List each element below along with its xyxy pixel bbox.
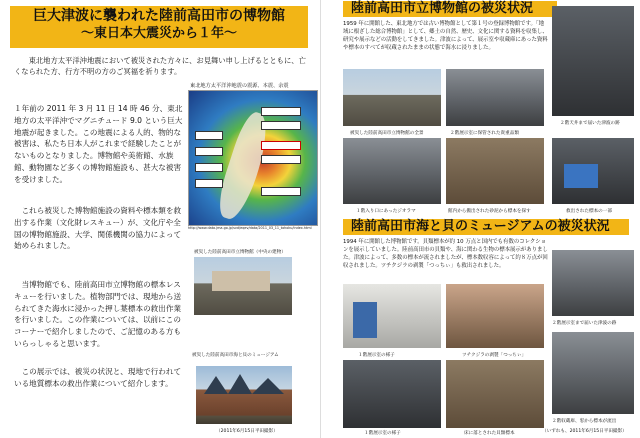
caption-4: １階入り口にあったジオラマ bbox=[356, 209, 416, 214]
caption-9: ２階展示室まで届いた津波の跡 bbox=[552, 321, 617, 326]
map-source: http://www.data.jma.go.jp/svd/eqev/data/2011_03_11_tohoku/index.html bbox=[188, 226, 312, 230]
map-label bbox=[261, 107, 301, 116]
caption-12: ２階収蔵庫、窓から標本が流出 bbox=[552, 419, 617, 424]
caption-10: １階展示室の様子 bbox=[364, 431, 401, 436]
photo-shell-specimens bbox=[446, 360, 544, 428]
damaged-building-photo bbox=[194, 257, 292, 315]
photo-1f-exhibit-room bbox=[343, 284, 441, 348]
main-subtitle: ～東日本大震災から１年～ bbox=[80, 25, 237, 41]
photo-2f-flood bbox=[552, 250, 634, 316]
photo-whale-specimen bbox=[446, 284, 544, 348]
photo-flood-marks bbox=[552, 6, 634, 116]
photo-museum-overview bbox=[343, 69, 441, 126]
museum-caption: 被災した陸前高田市海と貝のミュージアム bbox=[192, 353, 279, 358]
caption-6: 救出された標本の一部 bbox=[566, 209, 612, 214]
body-paragraph-2: これら被災した博物館施設の資料や標本類を救出する作業（文化財レスキュー）が、文化庁や全国の博物館施設、大学、関係機関の協力によって始められました。 bbox=[14, 206, 182, 251]
building-caption: 被災した陸前高田市立博物館（中央の建物） bbox=[194, 250, 286, 255]
caption-2: ２階展示室に保管された貴重品類 bbox=[450, 131, 519, 136]
map-label bbox=[261, 187, 301, 196]
intro-text: 東北地方太平洋沖地震において被災された方々に、お見舞い申し上げるとともに、亡くなられた方、行方不明の方のご冥福を祈ります。 bbox=[14, 56, 306, 77]
body-paragraph-1: １年前の 2011 年 3 月 11 日 14 時 46 分、東北地方の太平洋沖でマグニチュード 9.0 という巨大地震が起きました。この地震による人的、物的な被害は、私たち日本人がこれまで経験したことがないものとなりました。博物館や美術館、水族館、動物園など多くの博物館施設も、甚大な被害を受けました。 bbox=[14, 104, 183, 184]
photo-mud-search bbox=[446, 138, 544, 204]
body-paragraph-3: 当博物館でも、陸前高田市立博物館の標本レスキューを行いました。植物部門では、現地から送られてきた海水に浸かった押し葉標本の救出作業を行いました。この作業については、以前にこのコーナーで紹介しましたので、ご記憶のある方もいらっしゃると思います。 bbox=[14, 280, 182, 348]
map-label bbox=[261, 121, 301, 130]
map-label bbox=[195, 131, 223, 140]
map-label bbox=[195, 163, 223, 172]
photo-rescued-specimens bbox=[552, 138, 634, 204]
map-label bbox=[261, 141, 301, 150]
caption-8: ツチクジラの剥製「つっちぃ」 bbox=[462, 353, 527, 358]
shell-museum-photo bbox=[196, 366, 292, 424]
photo-1f-room-2 bbox=[343, 360, 441, 428]
map-title: 東北地方太平洋沖地震の震源、本震、余震 bbox=[190, 83, 289, 89]
photo-2f-storage-window bbox=[552, 332, 634, 414]
caption-5: 館内から搬出された砂泥から標本を探す bbox=[448, 209, 531, 214]
photo-diorama bbox=[343, 138, 441, 204]
section1-title: 陸前高田市立博物館の被災状況 bbox=[343, 1, 557, 17]
caption-1: 被災した陸前高田市立博物館の全景 bbox=[350, 131, 424, 136]
caption-7: １階展示室の様子 bbox=[358, 353, 395, 358]
caption-11: 床に落とされた貝類標本 bbox=[464, 431, 515, 436]
photo-date-left: （2011年6月15日平田撮影） bbox=[216, 429, 278, 434]
photo-date-right: （いずれも、2011年6月15日平田撮影） bbox=[542, 429, 627, 434]
map-label bbox=[195, 179, 223, 188]
section2-title: 陸前高田市海と貝のミュージアムの被災状況 bbox=[343, 219, 629, 235]
earthquake-map bbox=[188, 90, 318, 226]
body-paragraph-4: この展示では、被災の状況と、現地で行われている地質標本の救出作業について紹介します。 bbox=[14, 367, 182, 388]
map-label bbox=[195, 147, 223, 156]
section1-text: 1959 年に開館した、東北地方では古い博物館として第１号の登録博物館です。「地域に根ざした総合博物館」として、郷土の自然、歴史、文化に関する資料を収集し、研究や展示などの活動をしてきました。津波によって、展示室や収蔵庫にあった資料や標本のすべてが収蔵されたままの状態で海水に浸りました。 bbox=[343, 21, 548, 52]
page-divider bbox=[320, 0, 321, 438]
photo-2f-storage bbox=[446, 69, 544, 126]
map-label bbox=[261, 155, 301, 164]
section2-text: 1994 年に開館した博物館です。貝類標本が約 10 万点と国内でも有数のコレクションを展示していました。陸前高田市の貝類や、海に関わる生物の標本展示がありました。津波によって、多数の標本が流されましたが、標本数収容によって約８万点が回収されました。ツチクジラの剥製「つっちぃ」も救出されました。 bbox=[343, 239, 548, 270]
main-title: 巨大津波に襲われた陸前高田市の博物館 bbox=[33, 8, 285, 24]
caption-3: ２階天井まで届いた津波の跡 bbox=[560, 121, 620, 126]
main-title-banner bbox=[10, 6, 308, 48]
